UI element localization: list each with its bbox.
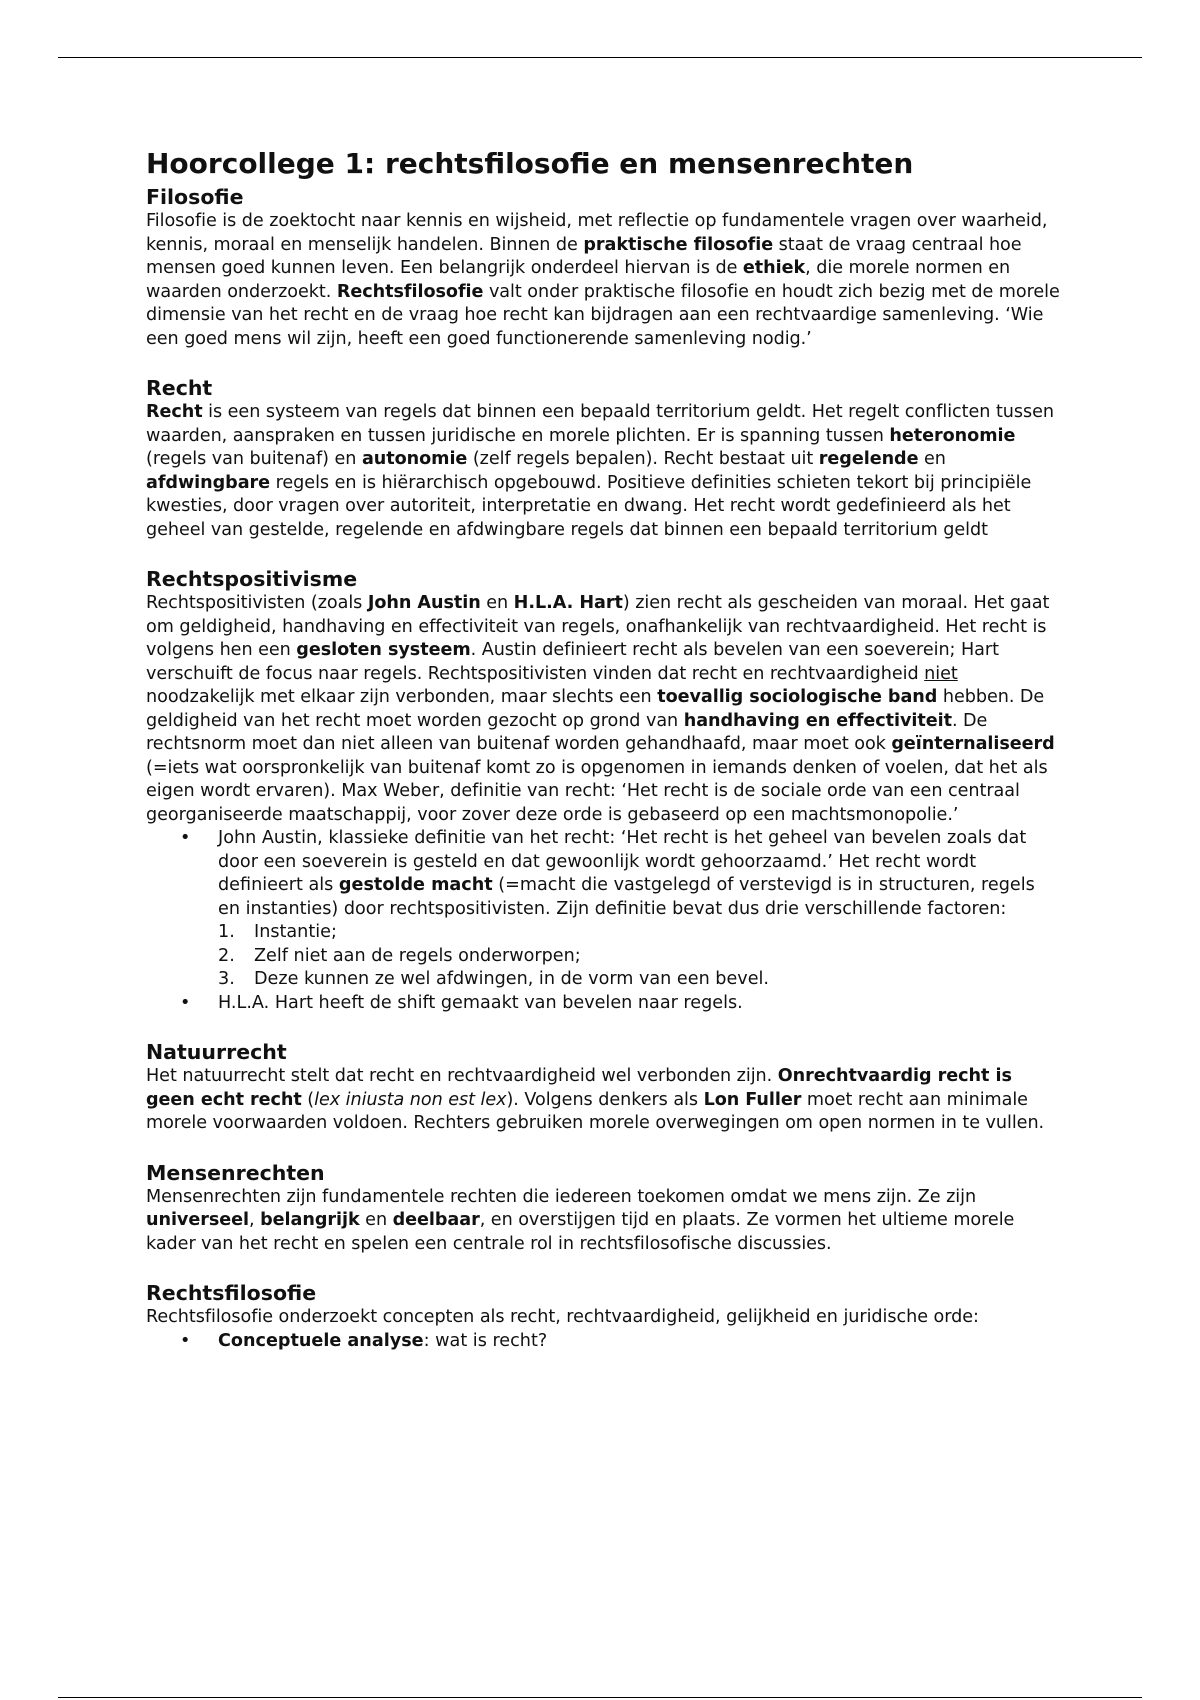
numbered-item: 2. Zelf niet aan de regels onderworpen; [218, 945, 581, 966]
section-filosofie [146, 184, 1061, 351]
bullet-list [146, 827, 1061, 1015]
section-natuurrecht [146, 1039, 1061, 1136]
section-mensenrechten [146, 1160, 1061, 1257]
document-title: Hoorcollege 1: rechtsfilosofie en mensenrechten [146, 147, 914, 180]
numbered-list [218, 921, 1061, 992]
section-paragraph: Mensenrechten zijn fundamentele rechten die iedereen toekomen omdat we mens zijn. Ze zijn universeel, belangrijk en deelbaar, en overstijgen tijd en plaats. Ze vormen het ultieme morele kader van het recht en spelen een centrale rol in rechtsfilosofische discussies. [146, 1186, 1015, 1254]
bullet-list [146, 1330, 1061, 1354]
list-item: • Conceptuele analyse: wat is recht? [218, 1330, 1061, 1354]
document-body [146, 142, 1061, 1353]
section-heading: Rechtsfilosofie [146, 1281, 317, 1305]
footer-rule [58, 1697, 1142, 1698]
section-rechtsfilosofie [146, 1280, 1061, 1353]
section-heading: Rechtspositivisme [146, 567, 358, 591]
numbered-item: 3. Deze kunnen ze wel afdwingen, in de vorm van een bevel. [218, 969, 770, 989]
list-item: • H.L.A. Hart heeft de shift gemaakt van bevelen naar regels. [218, 992, 1061, 1016]
section-paragraph: Rechtsfilosofie onderzoekt concepten als recht, rechtvaardigheid, gelijkheid en juridische orde: [146, 1307, 979, 1327]
header-rule [58, 57, 1142, 58]
section-paragraph: Het natuurrecht stelt dat recht en rechtvaardigheid wel verbonden zijn. Onrechtvaardig recht is geen echt recht (lex iniusta non est lex). Volgens denkers als Lon Fuller moet recht aan minimale morele voorwaarden voldoen. Rechters gebruiken morele overwegingen om open normen in te vullen. [146, 1066, 1045, 1133]
section-paragraph: Rechtspositivisten (zoals John Austin en H.L.A. Hart) zien recht als gescheiden van moraal. Het gaat om geldigheid, handhaving en effectiviteit van regels, onafhankelijk van rechtvaardigheid. Het recht is volgens hen een gesloten systeem. Austin definieert recht als bevelen van een soeverein; Hart verschuift de focus naar regels. Rechtspositivisten vinden dat recht en rechtvaardigheid niet noodzakelijk met elkaar zijn verbonden, maar slechts een toevallig sociologische band hebben. De geldigheid van het recht moet worden gezocht op grond van handhaving en effectiviteit. De rechtsnorm moet dan niet alleen van buitenaf worden gehandhaafd, maar moet ook geïnternaliseerd (=iets wat oorspronkelijk van buitenaf komt zo is opgenomen in iemands denken of voelen, dat het als eigen wordt ervaren). Max Weber, definitie van recht: ‘Het recht is de sociale orde van een centraal georganiseerde maatschappij, voor zover deze orde is gebaseerd op een machtsmonopolie.’ [146, 593, 1055, 825]
section-heading: Recht [146, 376, 213, 400]
numbered-item: 1. Instantie; [218, 922, 337, 942]
section-heading: Filosofie [146, 185, 244, 209]
section-recht [146, 375, 1061, 542]
section-heading: Natuurrecht [146, 1040, 287, 1064]
section-paragraph: Filosofie is de zoektocht naar kennis en wijsheid, met reflectie op fundamentele vragen over waarheid, kennis, moraal en menselijk handelen. Binnen de praktische filosofie staat de vraag centraal hoe mensen goed kunnen leven. Een belangrijk onderdeel hiervan is de ethiek, die morele normen en waarden onderzoekt. Rechtsfilosofie valt onder praktische filosofie en houdt zich bezig met de morele dimensie van het recht en de vraag hoe recht kan bijdragen aan een rechtvaardige samenleving. ‘Wie een goed mens wil zijn, heeft een goed functionerende samenleving nodig.’ [146, 211, 1060, 349]
section-paragraph: Recht is een systeem van regels dat binnen een bepaald territorium geldt. Het regelt conflicten tussen waarden, aanspraken en tussen juridische en morele plichten. Er is spanning tussen heteronomie (regels van buitenaf) en autonomie (zelf regels bepalen). Recht bestaat uit regelende en afdwingbare regels en is hiërarchisch opgebouwd. Positieve definities schieten tekort bij principiële kwesties, door vragen over autoriteit, interpretatie en dwang. Het recht wordt gedefinieerd als het geheel van gestelde, regelende en afdwingbare regels dat binnen een bepaald territorium geldt [146, 402, 1054, 540]
list-item: • John Austin, klassieke definitie van het recht: ‘Het recht is het geheel van bevelen zoals dat door een soeverein is gesteld en dat gewoonlijk wordt gehoorzaamd.’ Het recht wordt definieert als gestolde macht (=macht die vastgelegd of verstevigd is in structuren, regels en instanties) door rechtspositivisten. Zijn definitie bevat dus drie verschillende factoren: 1. Instantie; 2. Zelf niet aan de regels onderworpen; 3. Deze kunnen ze wel afdwingen, in de vorm van een bevel. [218, 827, 1061, 992]
section-heading: Mensenrechten [146, 1160, 325, 1185]
section-rechtspositivisme [146, 566, 1061, 1015]
